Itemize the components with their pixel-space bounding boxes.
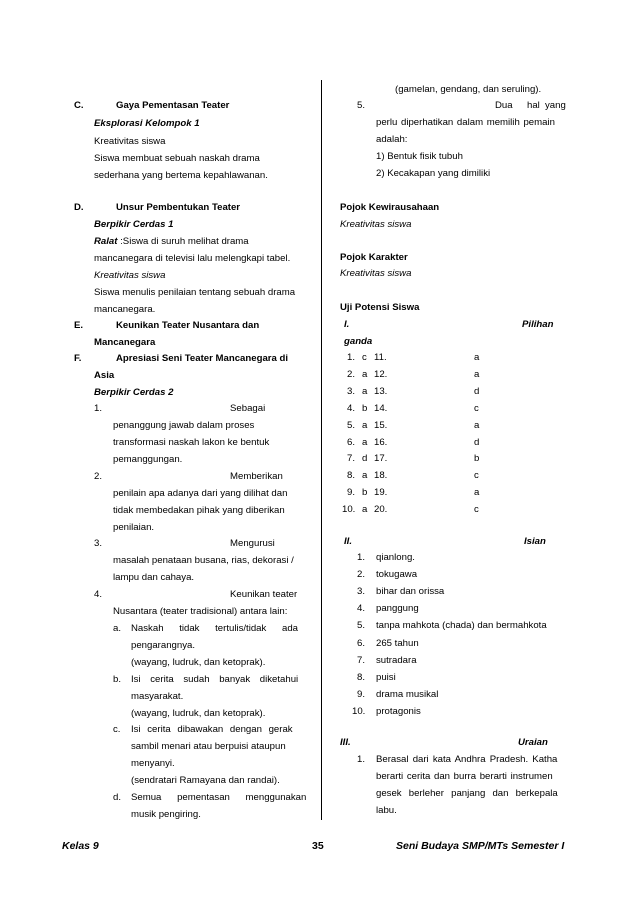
section-e-number: E. — [74, 320, 84, 331]
fill-in-number: 7. — [357, 654, 366, 666]
section-f-title: Apresiasi Seni Teater Mancanegara di — [116, 353, 289, 364]
section-3-number: III. — [340, 737, 351, 748]
text-line: hal — [527, 100, 540, 111]
text-line: adalah: — [376, 134, 408, 145]
text-line: tidak membedakan pihak yang diberikan — [113, 505, 285, 516]
answer-letter: a — [474, 419, 480, 431]
sub-item-label: d. — [113, 792, 122, 803]
answer-letter: c — [474, 504, 479, 516]
answer-number: 6. — [347, 436, 356, 448]
answer-letter: a — [362, 436, 368, 448]
section-d-number: D. — [74, 202, 84, 213]
text-line: penilain apa adanya dari yang dilihat dan — [113, 488, 288, 499]
section-d-title: Unsur Pembentukan Teater — [116, 202, 241, 213]
text-line: Berasal dari kata Andhra Pradesh. Katha — [376, 754, 558, 765]
text-line: Isi cerita sudah banyak diketahui — [131, 674, 299, 685]
answer-number: 17. — [374, 453, 388, 465]
fill-in-answer: drama musikal — [376, 688, 439, 700]
section-1-number: I. — [344, 319, 350, 330]
item-number: 1. — [357, 754, 366, 765]
text-line: sambil menari atau berpuisi ataupun — [131, 741, 286, 752]
answer-number: 4. — [347, 402, 356, 414]
pojok-karakter-heading: Pojok Karakter — [340, 252, 408, 263]
text-line: labu. — [376, 805, 397, 816]
text-line: perlu diperhatikan dalam memilih pemain — [376, 117, 555, 128]
answer-letter: a — [474, 352, 480, 363]
answer-letter: d — [474, 436, 480, 448]
text-line: pemanggungan. — [113, 454, 183, 465]
item-number: 5. — [357, 100, 366, 111]
answer-number: 18. — [374, 470, 388, 482]
text-line: (gamelan, gendang, dan seruling). — [395, 84, 542, 95]
uji-potensi-heading: Uji Potensi Siswa — [340, 302, 420, 313]
text-line: Memberikan — [230, 471, 283, 482]
text-line: Naskah tidak tertulis/tidak ada — [131, 623, 298, 634]
answer-letter: b — [362, 402, 368, 414]
text-line: (sendratari Ramayana dan randai). — [131, 775, 280, 786]
fill-in-number: 6. — [357, 637, 366, 649]
text-line: mancanegara di televisi lalu melengkapi tabel. — [94, 253, 291, 264]
answer-letter: a — [362, 470, 368, 482]
text-line: sederhana yang bertema kepahlawanan. — [94, 170, 268, 181]
answer-letter: a — [362, 419, 368, 431]
text-line: masalah penataan busana, rias, dekorasi / — [113, 555, 294, 566]
fill-in-number: 4. — [357, 603, 366, 615]
text-line: Keunikan teater — [230, 589, 298, 600]
answer-letter: c — [362, 352, 367, 363]
text-line: mancanegara. — [94, 304, 156, 315]
footer-class: Kelas 9 — [62, 840, 99, 852]
section-1-title-cont: ganda — [344, 336, 373, 347]
item-number: 4. — [94, 589, 103, 600]
fill-in-answer: panggung — [376, 603, 419, 615]
answer-number: 20. — [374, 504, 388, 516]
page-number: 35 — [312, 840, 324, 852]
text-line: menyanyi. — [131, 758, 175, 769]
footer-book-title: Seni Budaya SMP/MTs Semester I — [396, 840, 565, 852]
answer-number: 10. — [342, 504, 356, 516]
fill-in-answer: 265 tahun — [376, 637, 419, 649]
text-line: penanggung jawab dalam proses — [113, 420, 255, 431]
answer-letter: a — [362, 385, 368, 397]
section-c-number: C. — [74, 100, 84, 111]
fill-in-answer: tanpa mahkota (chada) dan bermahkota — [376, 620, 547, 632]
answer-letter: b — [474, 453, 480, 465]
answer-number: 15. — [374, 419, 388, 431]
section-e-title-cont: Mancanegara — [94, 337, 156, 348]
fill-in-number: 2. — [357, 569, 366, 581]
text-line: Sebagai — [230, 403, 266, 414]
answer-number: 1. — [347, 352, 356, 363]
answer-number: 11. — [374, 352, 387, 363]
answer-number: 5. — [347, 419, 356, 431]
answer-number: 14. — [374, 402, 388, 414]
fill-in-answer: tokugawa — [376, 569, 418, 581]
answer-number: 19. — [374, 487, 388, 499]
item-number: 2. — [94, 471, 103, 482]
fill-in-number: 1. — [357, 552, 366, 563]
section-f-title-cont: Asia — [94, 370, 115, 381]
answer-letter: b — [362, 487, 368, 499]
section-e-title: Keunikan Teater Nusantara dan — [116, 320, 260, 331]
text-line: pengarangnya. — [131, 640, 196, 651]
answer-letter: c — [474, 470, 479, 482]
section-f-subtitle: Berpikir Cerdas 2 — [94, 387, 174, 398]
text-line: Semua pementasan menggunakan — [131, 792, 307, 803]
answer-number: 7. — [347, 453, 356, 465]
answer-letter: a — [362, 368, 368, 380]
fill-in-answer: qianlong. — [376, 552, 415, 563]
fill-in-answer: puisi — [376, 671, 396, 683]
section-c-subtitle: Eksplorasi Kelompok 1 — [94, 118, 200, 129]
ralat-line — [94, 236, 249, 248]
text-line: masyarakat. — [131, 691, 184, 702]
section-f-number: F. — [74, 353, 82, 364]
ralat-text: :Siswa di suruh melihat drama — [117, 236, 249, 247]
text-line: Isi cerita dibawakan dengan gerak — [131, 724, 293, 735]
answer-letter: a — [474, 368, 480, 380]
section-d-subtitle: Berpikir Cerdas 1 — [94, 219, 174, 230]
fill-in-number: 8. — [357, 671, 366, 683]
fill-in-number: 3. — [357, 586, 366, 598]
list-item: 2) Kecakapan yang dimiliki — [376, 168, 491, 179]
answer-number: 9. — [347, 487, 356, 499]
section-2-number: II. — [344, 536, 352, 547]
sub-item-label: a. — [113, 623, 122, 634]
list-item: 1) Bentuk fisik tubuh — [376, 151, 463, 162]
answer-number: 16. — [374, 436, 388, 448]
ralat-label: Ralat — [94, 236, 118, 247]
answer-number: 2. — [347, 368, 356, 380]
fill-in-answer: protagonis — [376, 705, 421, 717]
answer-letter: d — [362, 453, 368, 465]
text-line: (wayang, ludruk, dan ketoprak). — [131, 708, 266, 719]
text-line: Kreativitas siswa — [340, 219, 412, 230]
text-line: (wayang, ludruk, dan ketoprak). — [131, 657, 266, 668]
text-line: Mengurusi — [230, 538, 275, 549]
answer-number: 12. — [374, 368, 388, 380]
text-line: berarti cerita dan burra berarti instrumen — [376, 771, 553, 782]
text-line: Nusantara (teater tradisional) antara lain: — [113, 606, 288, 617]
text-line: gesek berleher panjang dan berkepala — [376, 788, 558, 799]
section-1-title: Pilihan — [522, 319, 554, 330]
pojok-kewirausahaan-heading: Pojok Kewirausahaan — [340, 202, 440, 213]
text-line: Kreativitas siswa — [94, 270, 166, 281]
sub-item-label: b. — [113, 674, 122, 685]
fill-in-number: 10. — [352, 705, 366, 717]
answer-letter: c — [474, 402, 479, 414]
answer-number: 8. — [347, 470, 356, 482]
section-3-title: Uraian — [518, 737, 548, 748]
answer-number: 13. — [374, 385, 388, 397]
text-line: lampu dan cahaya. — [113, 572, 195, 583]
fill-in-answer: bihar dan orissa — [376, 586, 445, 598]
item-number: 3. — [94, 538, 103, 549]
text-line: penilaian. — [113, 522, 155, 533]
fill-in-answer: sutradara — [376, 654, 417, 666]
text-line: transformasi naskah lakon ke bentuk — [113, 437, 270, 448]
text-line: Siswa menulis penilaian tentang sebuah drama — [94, 287, 296, 298]
answer-letter: a — [362, 504, 368, 516]
section-c-title: Gaya Pementasan Teater — [116, 100, 230, 111]
text-line: Dua — [495, 100, 513, 111]
fill-in-number: 5. — [357, 620, 366, 632]
item-number: 1. — [94, 403, 103, 414]
text-line: Siswa membuat sebuah naskah drama — [94, 153, 260, 164]
text-line: musik pengiring. — [131, 809, 201, 820]
fill-in-number: 9. — [357, 688, 366, 700]
section-2-title: Isian — [524, 536, 546, 547]
text-line: Kreativitas siswa — [94, 136, 166, 147]
sub-item-label: c. — [113, 724, 121, 735]
answer-letter: d — [474, 385, 480, 397]
text-line: yang — [545, 100, 566, 111]
answer-number: 3. — [347, 385, 356, 397]
answer-letter: a — [474, 487, 480, 499]
text-line: Kreativitas siswa — [340, 268, 412, 279]
column-divider — [321, 80, 322, 820]
